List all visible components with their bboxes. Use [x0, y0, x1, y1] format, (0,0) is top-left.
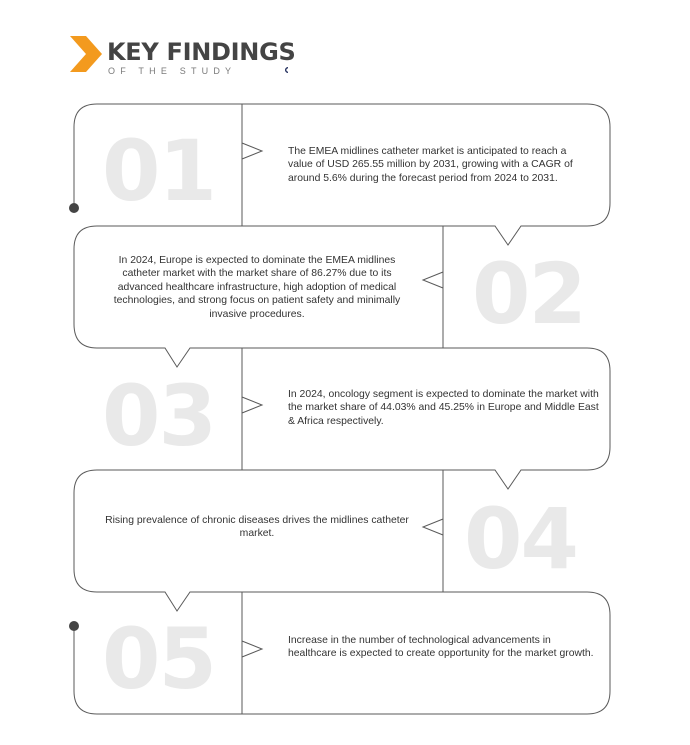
finding-2-text: In 2024, Europe is expected to dominate the EMEA midlines catheter market with the market share of 86.27% due to its advanced healthcare infrastructure, high adoption of medical technologies, and strong focus on patient safety and minimally invasive procedures. [113, 255, 401, 320]
finding-1-text: The EMEA midlines catheter market is anticipated to reach a value of USD 265.55 million by 2031, growing with a CAGR of around 5.6% during the forecast period from 2024 to 2031. [288, 146, 573, 184]
finding-5-number: 05 [102, 610, 215, 708]
finding-4-number: 04 [464, 490, 577, 588]
finding-3-number: 03 [102, 367, 215, 465]
page-title: KEY FINDINGS [107, 38, 296, 66]
finding-5-text: Increase in the number of technological advancements in healthcare is expected to create opportunity for the market growth. [288, 635, 594, 660]
finding-1-number: 01 [102, 122, 215, 220]
flow-start-dot [69, 203, 79, 213]
finding-3-text: In 2024, oncology segment is expected to dominate the market with the market share of 44.03% and 45.25% in Europe and Middle East & Africa respectively. [288, 389, 599, 427]
finding-2-number: 02 [472, 245, 585, 343]
finding-4-text: Rising prevalence of chronic diseases drives the midlines catheter market. [105, 515, 409, 540]
flow-end-dot [69, 621, 79, 631]
page-subtitle: OF THE STUDY [108, 66, 237, 76]
